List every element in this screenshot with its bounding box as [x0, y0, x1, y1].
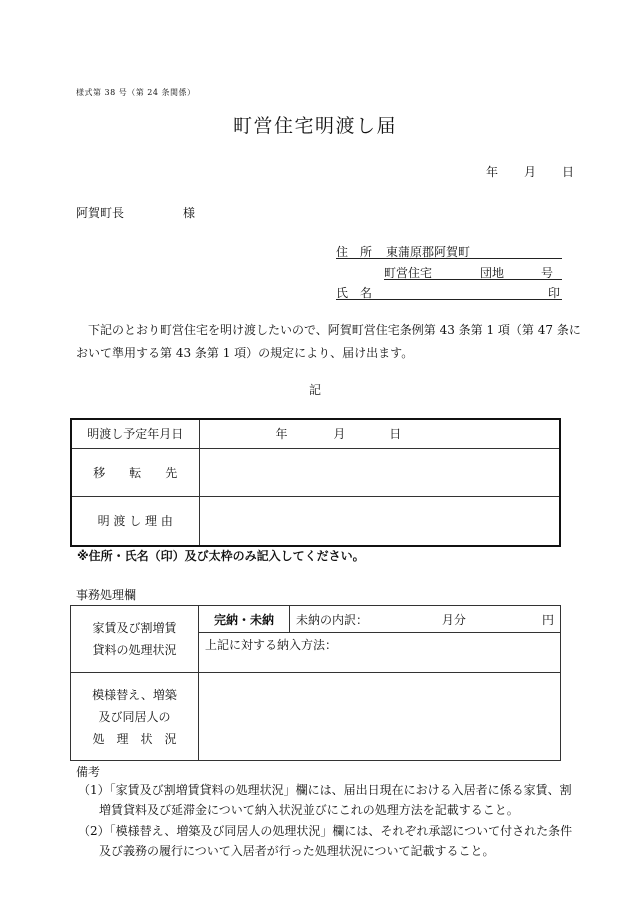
addressee-suffix: 様	[183, 206, 196, 220]
unpaid-yen: 円	[541, 612, 554, 627]
unpaid-label: 未納の内訳：	[296, 612, 369, 627]
rent-status-label	[71, 606, 199, 673]
destination-label: 移 転 先	[71, 448, 199, 496]
housing-number-label: 号	[541, 266, 554, 280]
move-out-date-label: 明渡し予定年月日	[71, 419, 199, 448]
date-day-label: 日	[562, 165, 575, 179]
move-out-date-field[interactable]	[199, 419, 560, 448]
address-value[interactable]: 東蒲原郡阿賀町	[386, 245, 471, 259]
remodel-label-line-3: 処 理 状 況	[92, 731, 177, 746]
name-label: 氏 名	[336, 286, 373, 300]
unpaid-breakdown[interactable]	[290, 606, 561, 633]
ki-heading: 記	[308, 383, 321, 397]
addressee: 阿賀町長	[76, 206, 125, 220]
reason-field[interactable]	[199, 496, 560, 546]
remark-1-line-1: （1）「家賃及び割増賃貸料の処理状況」欄には、届出日現在における入居者に係る家賃、割	[78, 783, 572, 797]
main-form-table	[70, 418, 561, 547]
address-label: 住 所	[336, 245, 373, 259]
housing-block-label: 団地	[480, 266, 505, 280]
unpaid-month: 月分	[441, 612, 466, 627]
document-title: 町営住宅明渡し届	[232, 115, 397, 137]
date-month-label: 月	[524, 165, 537, 179]
name-underline[interactable]	[336, 299, 562, 300]
remark-2-line-1: （2）「模様替え、増築及び同居人の処理状況」欄には、それぞれ承認について付された条件	[78, 824, 573, 838]
remodel-label-line-1: 模様替え、増築	[92, 687, 177, 702]
remodel-status-label	[71, 673, 199, 761]
address-underline	[336, 258, 562, 259]
housing-underline	[384, 279, 562, 280]
move-out-year: 年	[275, 427, 288, 442]
submission-date	[486, 163, 576, 180]
office-section-title: 事務処理欄	[76, 588, 137, 602]
payment-method[interactable]: 上記に対する納入方法：	[199, 633, 561, 673]
reason-label: 明 渡 し 理 由	[71, 496, 199, 546]
rent-label-line-1: 家賃及び割増賃	[92, 621, 177, 635]
remark-2-line-2: 及び義務の履行について入居者が行った処理状況について記載すること。	[99, 844, 495, 858]
move-out-month: 月	[333, 427, 346, 442]
remark-1-line-2: 増賃貸料及び延滞金について納入状況並びにこれの処理方法を記載すること。	[99, 803, 519, 817]
move-out-day: 日	[389, 427, 402, 442]
payment-status[interactable]: 完納・未納	[199, 606, 290, 633]
destination-field[interactable]	[199, 448, 560, 496]
seal-mark: 印	[548, 286, 561, 300]
fill-instruction-note: ※住所・氏名（印）及び太枠のみ記入してください。	[77, 549, 365, 563]
date-year-label: 年	[486, 165, 499, 179]
housing-label: 町営住宅	[384, 266, 433, 280]
remarks-title: 備考	[76, 765, 101, 779]
form-number: 様式第 38 号（第 24 条関係）	[76, 88, 196, 97]
remodel-status-field[interactable]	[199, 673, 561, 761]
body-text: 下記のとおり町営住宅を明け渡したいので、阿賀町営住宅条例第 43 条第 1 項（第 47 条において準用する第 43 条第 1 項）の規定により、届け出ます。	[76, 323, 581, 360]
office-table	[70, 605, 561, 761]
remodel-label-line-2: 及び同居人の	[98, 709, 171, 724]
rent-label-line-2: 貸料の処理状況	[92, 643, 177, 657]
